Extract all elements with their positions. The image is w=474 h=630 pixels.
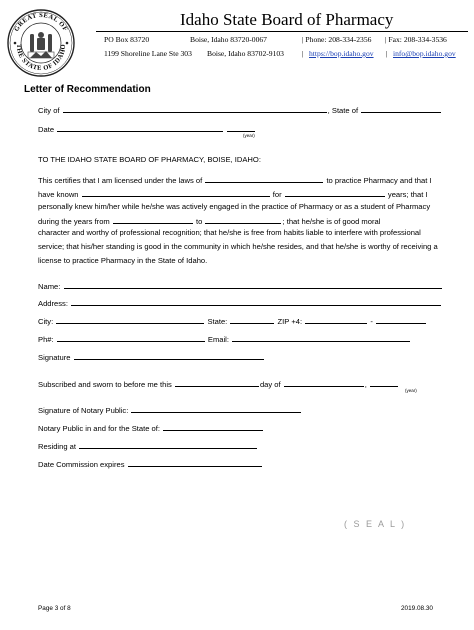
paragraph-line-2 bbox=[38, 188, 428, 199]
commission-row bbox=[38, 458, 263, 469]
page-number: Page 3 of 8 bbox=[38, 605, 71, 612]
date-year-field[interactable] bbox=[227, 123, 255, 132]
address-label: Address: bbox=[38, 299, 68, 308]
zip4-field[interactable] bbox=[376, 315, 426, 324]
email-field[interactable] bbox=[232, 333, 410, 342]
zip-dash: - bbox=[370, 317, 373, 326]
city-state-row bbox=[38, 104, 442, 115]
years-from-field[interactable] bbox=[113, 215, 193, 224]
p2c: years; that I bbox=[387, 190, 428, 199]
separator: | bbox=[302, 49, 304, 58]
sworn-row bbox=[38, 378, 399, 389]
p1b: to practice Pharmacy and that I bbox=[326, 176, 432, 185]
sworn-month-field[interactable] bbox=[284, 378, 364, 387]
state-field[interactable] bbox=[230, 315, 274, 324]
email-link[interactable]: info@bop.idaho.gov bbox=[393, 49, 456, 58]
notary-signature-field[interactable] bbox=[131, 404, 301, 413]
website-link[interactable]: https://bop.idaho.gov bbox=[309, 49, 374, 58]
city-of-label: City of bbox=[38, 106, 60, 115]
city-of-field[interactable] bbox=[63, 104, 327, 113]
name-label: Name: bbox=[38, 282, 61, 291]
paragraph-line-6: service; that his/her standing is good in the community in which he/she resides, and that he/she is worthy of receiving a bbox=[38, 242, 438, 251]
svg-text:THE STATE OF IDAHO: THE STATE OF IDAHO bbox=[14, 43, 68, 73]
city-zip-1: Boise, Idaho 83720-0067 bbox=[190, 35, 267, 44]
p2a: have known bbox=[38, 190, 79, 199]
salutation: TO THE IDAHO STATE BOARD OF PHARMACY, BOISE, IDAHO: bbox=[38, 155, 261, 164]
year-hint: (year) bbox=[243, 133, 255, 138]
signature-row bbox=[38, 351, 265, 362]
notary-signature-row bbox=[38, 404, 302, 415]
version-date: 2019.08.30 bbox=[401, 605, 433, 612]
sworn-year-field[interactable] bbox=[370, 378, 398, 387]
board-title: Idaho State Board of Pharmacy bbox=[180, 10, 394, 29]
address-row bbox=[38, 297, 442, 308]
fax: | Fax: 208-334-3536 bbox=[385, 35, 447, 44]
separator-2: | bbox=[386, 49, 388, 58]
name-field[interactable] bbox=[64, 280, 442, 289]
date-label: Date bbox=[38, 125, 55, 134]
city-label: City: bbox=[38, 317, 54, 326]
notary-state-label: Notary Public in and for the State of: bbox=[38, 424, 160, 433]
street-address: 1199 Shoreline Lane Ste 303 bbox=[104, 49, 192, 58]
header-rule bbox=[96, 31, 468, 32]
sworn-day-field[interactable] bbox=[175, 378, 259, 387]
p1a: This certifies that I am licensed under the laws of bbox=[38, 176, 203, 185]
seal-placeholder: ( S E A L ) bbox=[344, 519, 407, 529]
phone: | Phone: 208-334-2356 bbox=[302, 35, 372, 44]
header-address-line-1 bbox=[104, 35, 447, 44]
residing-label: Residing at bbox=[38, 442, 76, 451]
notary-signature-label: Signature of Notary Public: bbox=[38, 406, 129, 415]
paragraph-line-3: personally knew him/her while he/she was actively engaged in the practice of Pharmacy or as a student of Pharmacy bbox=[38, 202, 431, 211]
day-of-label: day of bbox=[259, 380, 281, 389]
sworn-comma: , bbox=[364, 380, 367, 389]
phone-label: Ph#: bbox=[38, 335, 54, 344]
sworn-label: Subscribed and sworn to before me this bbox=[38, 380, 172, 389]
p4a: during the years from bbox=[38, 217, 110, 226]
po-box: PO Box 83720 bbox=[104, 35, 150, 44]
p4b: to bbox=[196, 217, 203, 226]
zip-field[interactable] bbox=[305, 315, 367, 324]
city-field[interactable] bbox=[56, 315, 204, 324]
paragraph-line-5: character and worthy of professional recognition; that he/she is free from habits liable to interfere with professional bbox=[38, 228, 421, 237]
date-row bbox=[38, 123, 256, 134]
svg-text:GREAT SEAL OF: GREAT SEAL OF bbox=[13, 11, 69, 33]
notary-state-row bbox=[38, 422, 264, 433]
p4c: ; that he/she is of good moral bbox=[282, 217, 381, 226]
state-of-label: , State of bbox=[327, 106, 359, 115]
paragraph-line-1 bbox=[38, 174, 432, 185]
address-field[interactable] bbox=[71, 297, 441, 306]
name-row bbox=[38, 280, 443, 291]
paragraph-line-7: license to practice Pharmacy in the State of Idaho. bbox=[38, 256, 208, 265]
date-field[interactable] bbox=[57, 123, 223, 132]
idaho-state-seal bbox=[6, 8, 76, 78]
form-title: Letter of Recommendation bbox=[24, 84, 151, 95]
state-label: State: bbox=[207, 317, 228, 326]
notary-state-field[interactable] bbox=[163, 422, 263, 431]
sworn-year-hint: (year) bbox=[405, 388, 417, 393]
years-to-field[interactable] bbox=[205, 215, 281, 224]
email-label: Email: bbox=[207, 335, 229, 344]
residing-field[interactable] bbox=[79, 440, 257, 449]
licensed-state-field[interactable] bbox=[205, 174, 323, 183]
known-person-field[interactable] bbox=[82, 188, 270, 197]
state-of-field[interactable] bbox=[361, 104, 441, 113]
header-address-line-2 bbox=[104, 49, 456, 58]
commission-field[interactable] bbox=[128, 458, 262, 467]
paragraph-line-4 bbox=[38, 215, 380, 226]
city-zip-2: Boise, Idaho 83702-9103 bbox=[207, 49, 284, 58]
signature-field[interactable] bbox=[74, 351, 264, 360]
residing-row bbox=[38, 440, 258, 451]
commission-label: Date Commission expires bbox=[38, 460, 125, 469]
signature-label: Signature bbox=[38, 353, 71, 362]
p2b: for bbox=[272, 190, 282, 199]
years-known-field[interactable] bbox=[285, 188, 385, 197]
city-zip-row bbox=[38, 315, 427, 326]
phone-email-row bbox=[38, 333, 411, 344]
phone-field[interactable] bbox=[57, 333, 205, 342]
zip-label: ZIP +4: bbox=[277, 317, 303, 326]
